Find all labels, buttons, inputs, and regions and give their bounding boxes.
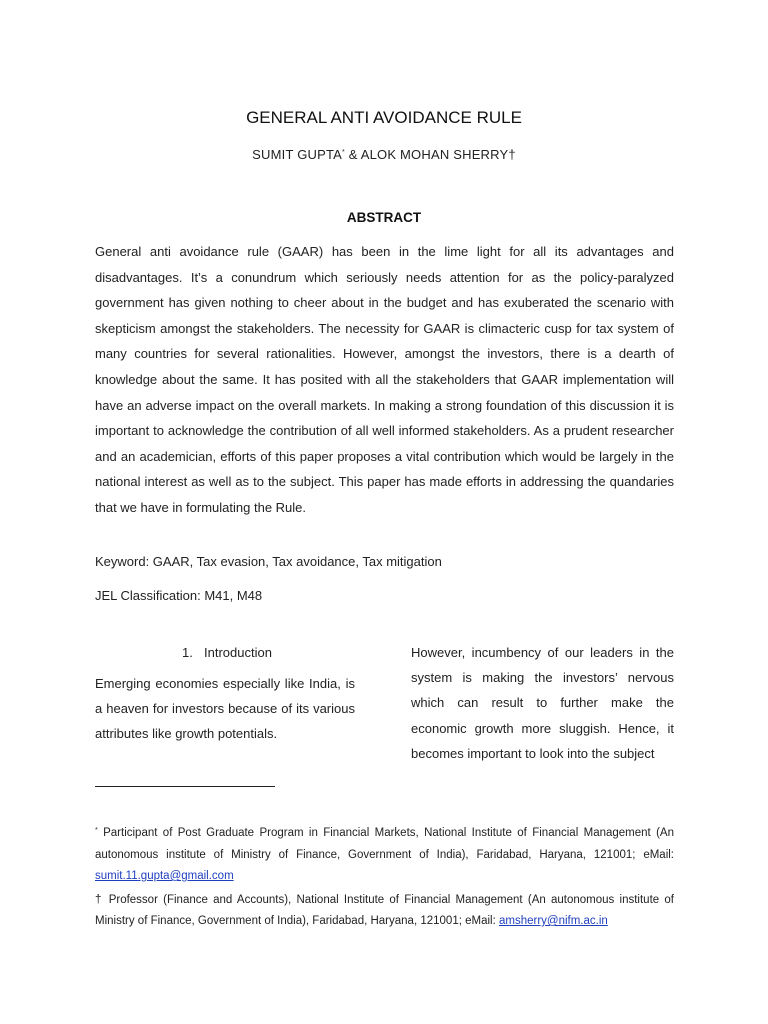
email-link[interactable]: amsherry@nifm.ac.in [498,915,608,927]
footnote-mark: † [508,147,516,162]
author-line [0,147,768,162]
intro-paragraph-right: However, incumbency of our leaders in the system is making the investors’ nervous which can result to further make the economic growth more sluggish. Hence, it becomes important to look into the subject [411,645,674,761]
footnotes [95,820,674,935]
footnote-2 [95,890,674,933]
author-name: SUMIT GUPTA [252,147,343,162]
section-title: Introduction [204,645,272,660]
section-heading [95,645,355,661]
footnote-mark: * [95,827,98,834]
left-column [95,645,355,747]
author-separator: & [344,147,361,162]
intro-paragraph-left: Emerging economies especially like India, is a heaven for investors because of its various attributes like growth potentials. [95,676,355,742]
author-name: ALOK MOHAN SHERRY [360,147,509,162]
footnote-mark: * [342,149,345,156]
footnote-text: Participant of Post Graduate Program in Financial Markets, National Institute of Financial Management (An autonomous institute of Ministry of Finance, Government of India), Faridabad, Haryana, 121001; eMail: [95,827,674,861]
abstract-text: General anti avoidance rule (GAAR) has been in the lime light for all its advantages and disadvantages. It’s a conundrum which seriously needs attention for as the policy-paralyzed government has given nothing to cheer about in the budget and has exuberated the scenario with skepticism amongst the stakeholders. The necessity for GAAR is climacteric cusp for tax system of many countries for several rationalities. However, amongst the investors, there is a dearth of knowledge about the same. It has posited with all the stakeholders that GAAR implementation will have an adverse impact on the overall markets. In making a strong foundation of this discussion it is important to acknowledge the contribution of all well informed stakeholders. As a prudent researcher and an academician, efforts of this paper proposes a vital contribution which would be largely in the national interest as well as to the subject. This paper has made efforts in addressing the quandaries that we have in formulating the Rule. [95,244,674,515]
email-link[interactable]: sumit.11.gupta@gmail.com [95,870,234,882]
footnote-1 [95,820,674,888]
footnote-divider [95,786,275,787]
section-number: 1. [182,645,193,660]
paper-title: GENERAL ANTI AVOIDANCE RULE [246,108,522,127]
footnote-mark: † [95,893,104,906]
footnote-text: Professor (Finance and Accounts), National Institute of Financial Management (An autonomous institute of Ministry of Finance, Government of India), Faridabad, Haryana, 121001; eMail: [95,893,674,927]
keywords-line: Keyword: GAAR, Tax evasion, Tax avoidance, Tax mitigation [95,554,442,569]
jel-classification: JEL Classification: M41, M48 [95,588,263,603]
abstract-heading: ABSTRACT [346,210,422,225]
